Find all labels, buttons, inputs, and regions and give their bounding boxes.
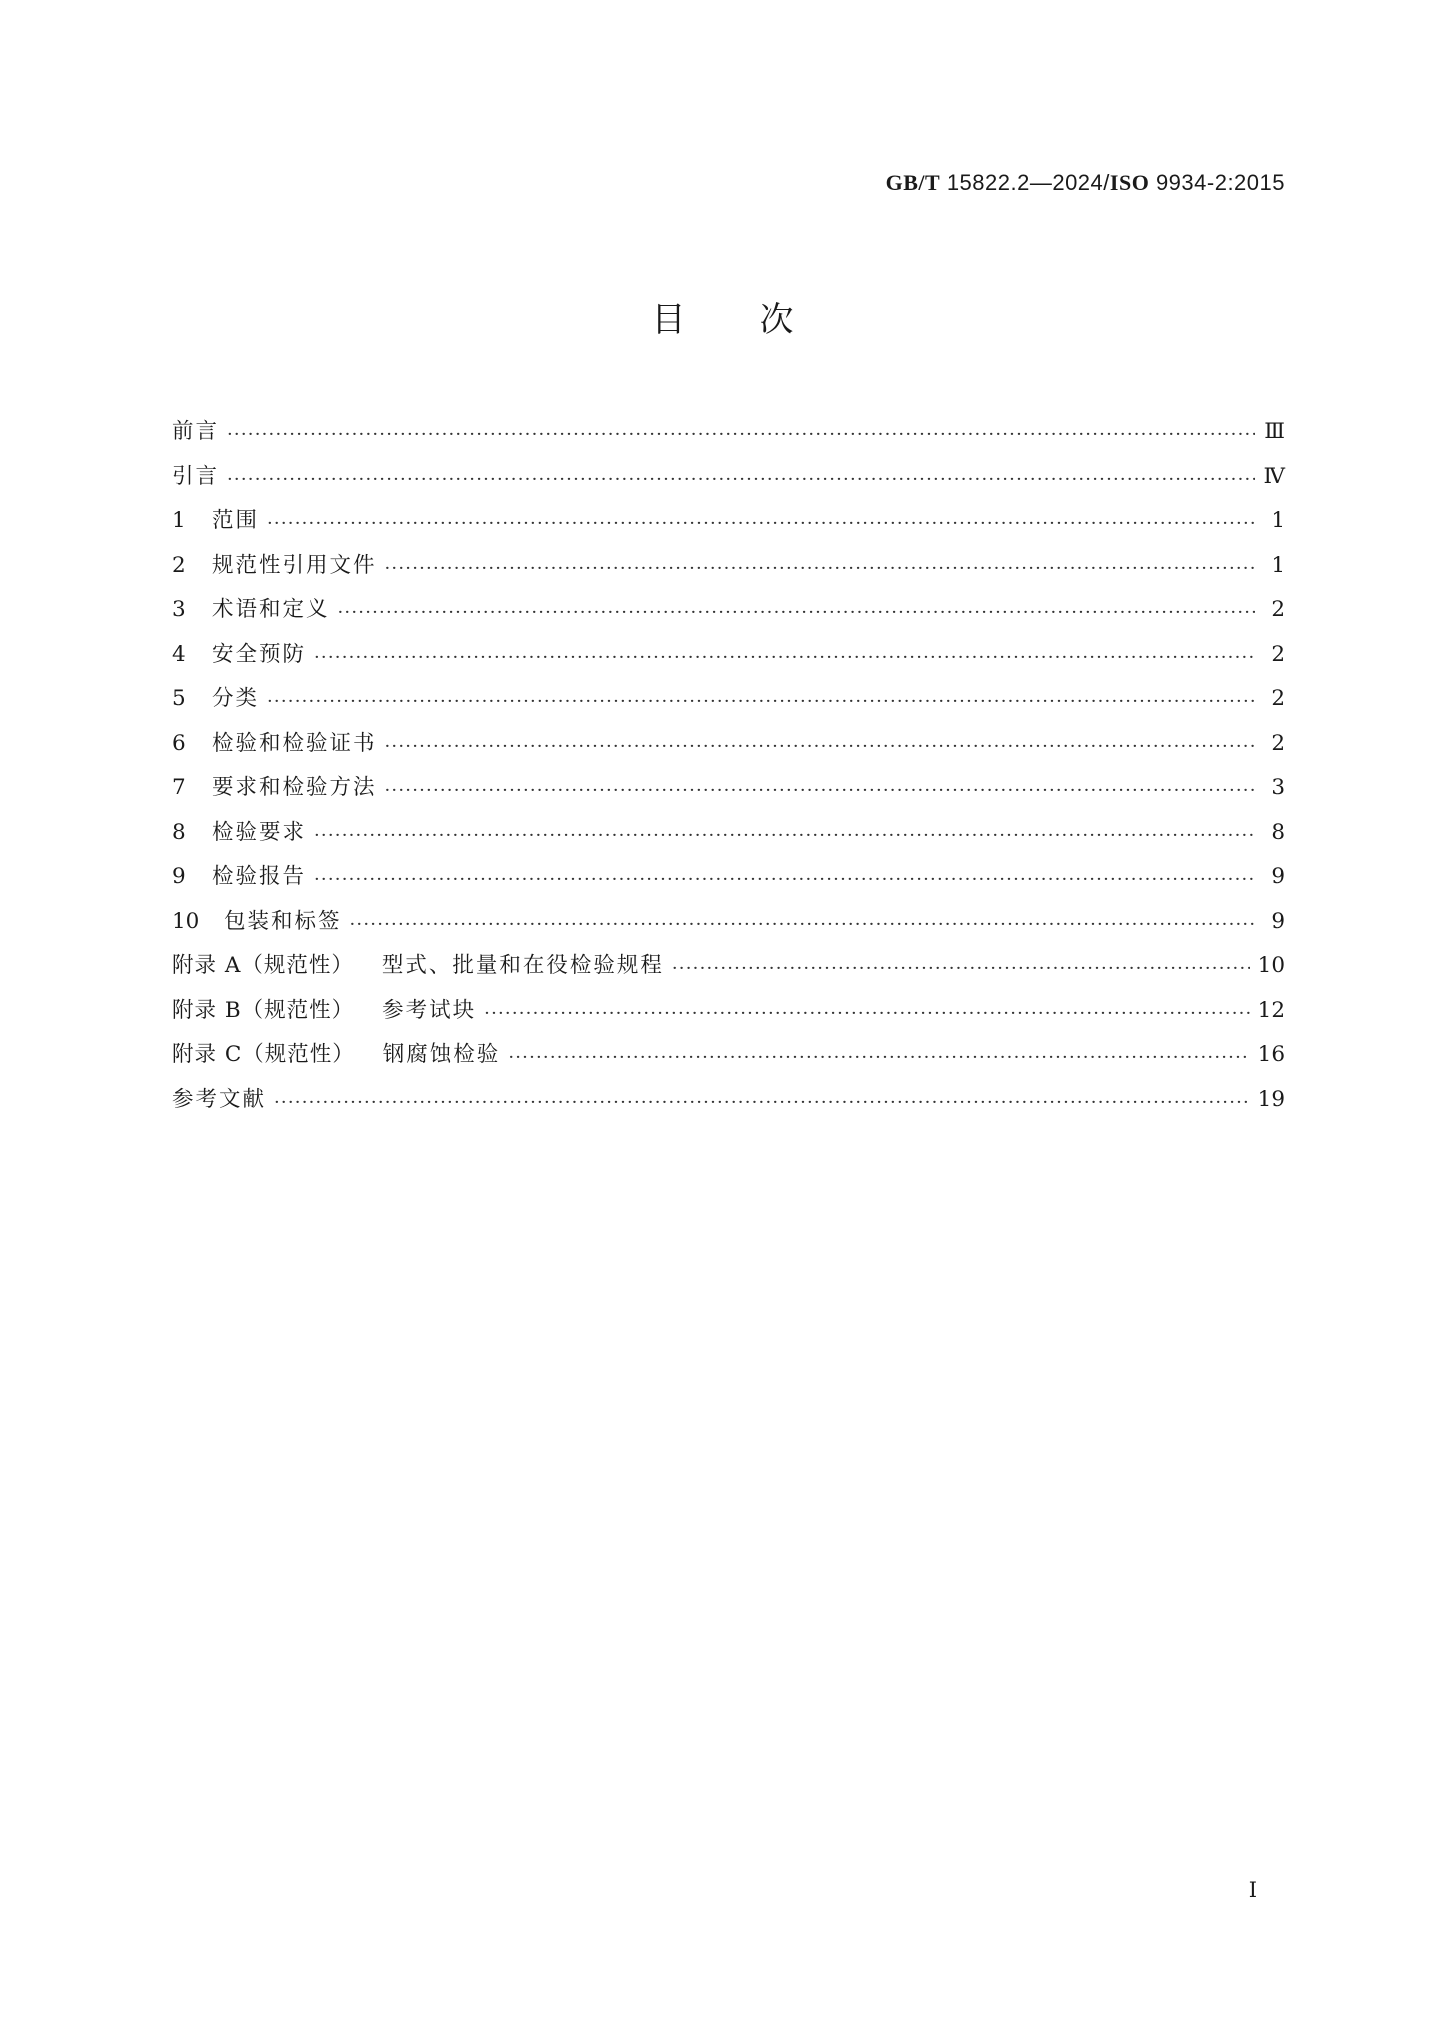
toc-entry-page: 1 xyxy=(1271,552,1285,578)
toc-entry-label-group xyxy=(172,503,259,534)
toc-entry-label-group xyxy=(172,993,476,1024)
toc-entry-label: 检验和检验证书 xyxy=(212,730,377,756)
toc-entry-annex-name: 钢腐蚀检验 xyxy=(382,1042,501,1067)
toc-entry-page: 8 xyxy=(1271,819,1285,845)
dot-leader xyxy=(508,1047,1249,1069)
toc-entry-annex-c[interactable] xyxy=(172,1037,1285,1082)
toc-entry-normative-references[interactable] xyxy=(172,548,1285,593)
toc-entry-label: 检验要求 xyxy=(212,819,307,845)
toc-entry-testing-requirements[interactable] xyxy=(172,815,1285,860)
toc-entry-terms-definitions[interactable] xyxy=(172,592,1285,637)
toc-entry-annex-b[interactable] xyxy=(172,993,1285,1038)
toc-entry-number: 7 xyxy=(172,775,186,800)
toc-entry-classification[interactable] xyxy=(172,681,1285,726)
toc-entry-page: 12 xyxy=(1257,997,1285,1023)
toc-entry-label-group xyxy=(172,592,330,623)
toc-entry-label-group xyxy=(172,770,377,801)
toc-entry-number: 4 xyxy=(172,641,186,667)
toc-entry-label: 引言 xyxy=(172,463,220,489)
standard-code-header xyxy=(886,170,1285,196)
toc-entry-testing-certificates[interactable] xyxy=(172,726,1285,771)
toc-entry-label: 分类 xyxy=(212,686,260,711)
toc-entry-label-group xyxy=(172,904,342,935)
iso-prefix: ISO xyxy=(1109,170,1150,195)
toc-entry-page: 9 xyxy=(1271,908,1285,934)
toc-entry-page: 2 xyxy=(1271,641,1285,667)
dot-leader xyxy=(267,691,1255,713)
toc-entry-annex-name: 型式、批量和在役检验规程 xyxy=(381,953,664,978)
toc-entry-label-group xyxy=(172,815,306,846)
toc-entry-page: 2 xyxy=(1271,597,1285,622)
toc-entry-label: 规范性引用文件 xyxy=(212,552,377,578)
toc-entry-number: 5 xyxy=(172,686,186,711)
standard-code-number: 15822.2—2024/ xyxy=(946,170,1110,195)
dot-leader xyxy=(385,736,1255,758)
toc-entry-label-group xyxy=(172,548,377,579)
table-of-contents xyxy=(172,414,1285,1126)
dot-leader xyxy=(227,424,1255,446)
toc-entry-label-group xyxy=(172,637,306,668)
toc-entry-label: 包装和标签 xyxy=(224,908,342,934)
toc-entry-safety-precautions[interactable] xyxy=(172,637,1285,682)
toc-entry-number: 1 xyxy=(172,508,186,533)
toc-entry-number: 9 xyxy=(172,864,186,889)
toc-entry-label: 附录 C（规范性） xyxy=(172,1042,355,1067)
toc-entry-page: 10 xyxy=(1257,953,1285,978)
toc-entry-page: 1 xyxy=(1271,508,1285,533)
toc-entry-number: 2 xyxy=(172,552,186,578)
toc-entry-label: 安全预防 xyxy=(212,641,307,667)
toc-entry-annex-name: 参考试块 xyxy=(382,997,477,1023)
dot-leader xyxy=(484,1003,1249,1025)
dot-leader xyxy=(227,469,1255,491)
toc-entry-label: 附录 A（规范性） xyxy=(172,953,354,978)
toc-entry-packaging-labelling[interactable] xyxy=(172,904,1285,949)
dot-leader xyxy=(350,914,1255,936)
toc-entry-test-report[interactable] xyxy=(172,859,1285,904)
toc-entry-number: 8 xyxy=(172,819,186,845)
toc-entry-label-group xyxy=(172,859,306,890)
toc-entry-requirements-methods[interactable] xyxy=(172,770,1285,815)
toc-entry-page: 2 xyxy=(1271,730,1285,756)
toc-entry-page: Ⅳ xyxy=(1263,463,1285,489)
dot-leader xyxy=(385,780,1255,802)
toc-entry-page: 16 xyxy=(1257,1042,1285,1067)
toc-entry-annex-a[interactable] xyxy=(172,948,1285,993)
toc-entry-label: 前言 xyxy=(172,419,220,444)
iso-number: 9934-2:2015 xyxy=(1155,170,1285,195)
dot-leader xyxy=(314,869,1255,891)
page-number: Ⅰ xyxy=(1248,1878,1257,1902)
toc-entry-label: 术语和定义 xyxy=(212,597,330,622)
standard-code-prefix: GB/T xyxy=(885,170,941,195)
toc-entry-label-group xyxy=(172,1037,500,1068)
toc-entry-page: 19 xyxy=(1257,1086,1285,1112)
dot-leader xyxy=(672,958,1250,980)
toc-entry-introduction[interactable] xyxy=(172,459,1285,504)
toc-entry-label: 范围 xyxy=(212,508,260,533)
toc-entry-label-group xyxy=(172,681,259,712)
toc-entry-label-group xyxy=(172,726,377,757)
dot-leader xyxy=(267,513,1255,535)
dot-leader xyxy=(385,558,1255,580)
dot-leader xyxy=(338,602,1255,624)
dot-leader xyxy=(314,825,1255,847)
toc-entry-label-group xyxy=(172,948,664,979)
dot-leader xyxy=(314,647,1255,669)
toc-entry-label: 检验报告 xyxy=(212,864,307,889)
toc-entry-page: 3 xyxy=(1271,775,1285,800)
toc-entry-label: 参考文献 xyxy=(172,1086,267,1112)
toc-entry-number: 3 xyxy=(172,597,186,622)
toc-entry-label: 要求和检验方法 xyxy=(212,775,377,800)
toc-entry-scope[interactable] xyxy=(172,503,1285,548)
toc-entry-number: 6 xyxy=(172,730,186,756)
page-title: 目次 xyxy=(651,300,868,340)
dot-leader xyxy=(274,1092,1250,1114)
toc-entry-number: 10 xyxy=(172,908,200,934)
toc-entry-page: 9 xyxy=(1271,864,1285,889)
toc-entry-label: 附录 B（规范性） xyxy=(172,997,355,1023)
toc-entry-foreword[interactable] xyxy=(172,414,1285,459)
toc-entry-page: Ⅲ xyxy=(1264,419,1285,444)
toc-entry-bibliography[interactable] xyxy=(172,1082,1285,1127)
toc-entry-page: 2 xyxy=(1271,686,1285,711)
